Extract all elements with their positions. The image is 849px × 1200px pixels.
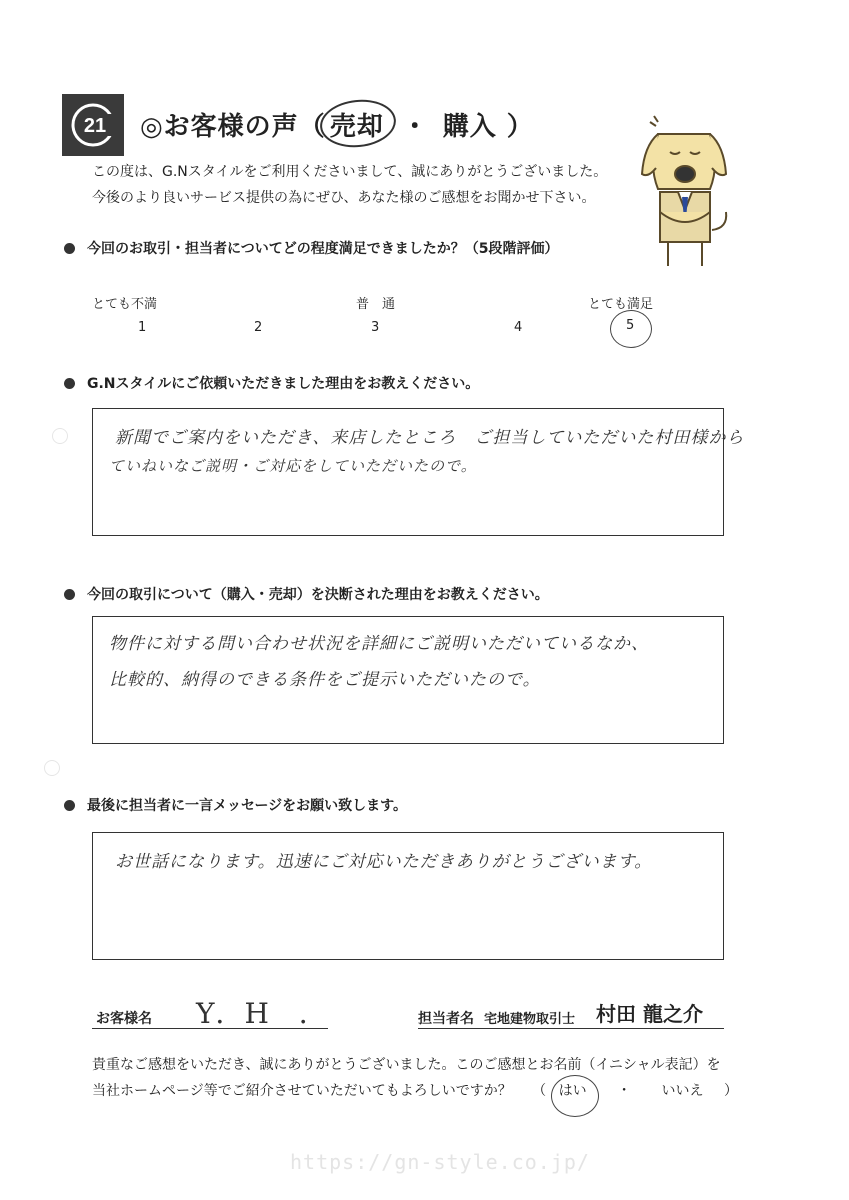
consent-no-option[interactable]: いいえ: [661, 1083, 704, 1099]
scale-3: 3: [371, 320, 380, 335]
title-option-buy: 購入: [442, 112, 497, 142]
answer-box-3: [92, 616, 724, 744]
staff-name-field: [418, 990, 724, 1030]
intro-line-1: この度は、G.Nスタイルをご利用くださいまして、誠にありがとうございました。: [92, 164, 608, 180]
consent-text: [92, 1052, 738, 1104]
scale-label-high: とても満足: [588, 297, 654, 312]
title-suffix: ）: [506, 112, 534, 142]
consent-line-2: [92, 1078, 738, 1104]
question-2-text: G.Nスタイルにご依頼いただきました理由をお教えください。: [87, 376, 480, 392]
staff-name-underline: [418, 1028, 724, 1029]
consent-yes-label: はい: [558, 1083, 587, 1099]
scale-1: 1: [138, 320, 147, 335]
website-watermark: https://gn-style.co.jp/: [290, 1150, 590, 1174]
consent-yes-option[interactable]: [559, 1083, 591, 1099]
customer-name-field: [92, 990, 328, 1030]
bullet-icon: [64, 800, 75, 811]
question-3-text: 今回の取引について（購入・売却）を決断された理由をお教えください。: [87, 587, 549, 603]
answer-3-line-1: 物件に対する問い合わせ状況を詳細にご説明いただいているなか、: [109, 634, 649, 654]
customer-name-value: Y．H ．: [196, 997, 328, 1030]
answer-2-line-1: 新聞でご案内をいただき、来店したところ ご担当していただいた村田様から: [115, 428, 745, 448]
question-2: [64, 373, 479, 393]
staff-title: 宅地建物取引士: [484, 1012, 576, 1027]
logo-text: 21: [83, 115, 107, 137]
question-3: [64, 584, 549, 604]
scale-2: 2: [254, 320, 263, 335]
consent-separator: ・: [617, 1083, 632, 1099]
scale-label-low: とても不満: [92, 297, 158, 312]
question-4: [64, 795, 407, 815]
intro-line-2: 今後のより良いサービス提供の為にぜひ、あなた様のご感想をお聞かせ下さい。: [92, 190, 596, 206]
title-option-sell-circled: 売却: [326, 106, 388, 143]
consent-open-paren: （: [532, 1083, 547, 1099]
answer-4-line-1: お世話になります。迅速にご対応いただきありがとうございます。: [115, 852, 653, 872]
dog-mascot-illustration: [620, 112, 740, 272]
bullet-icon: [64, 243, 75, 254]
consent-line-1: 貴重なご感想をいただき、誠にありがとうございました。このご感想とお名前（イニシャル表記）を: [92, 1057, 721, 1073]
page-title: [140, 106, 534, 143]
scale-4: 4: [514, 320, 523, 335]
answer-3-line-2: 比較的、納得のできる条件をご提示いただいたので。: [109, 670, 541, 690]
staff-name-label: 担当者名: [418, 1011, 474, 1027]
title-prefix: ◎お客様の声（: [140, 112, 326, 142]
question-1: [64, 238, 558, 258]
scale-5: 5: [626, 318, 635, 333]
answer-box-4: [92, 832, 724, 960]
customer-name-underline: [92, 1028, 328, 1029]
staff-name: 村田 龍之介: [596, 1002, 703, 1026]
answer-2-line-2: ていねいなご説明・ご対応をしていただいたので。: [109, 457, 477, 475]
question-1-text: 今回のお取引・担当者についてどの程度満足できましたか？（5段階評価）: [87, 241, 559, 257]
answer-box-2: [92, 408, 745, 536]
binder-hole-top: [52, 428, 68, 444]
customer-name-label: お客様名: [96, 1011, 152, 1027]
consent-selected-circle: [551, 1075, 599, 1117]
title-separator: ・: [401, 112, 429, 142]
consent-line-2-text: 当社ホームページ等でご紹介させていただいてもよろしいですか？: [92, 1083, 512, 1099]
consent-close-paren: ）: [723, 1083, 738, 1099]
binder-hole-bottom: [44, 760, 60, 776]
century21-logo: [62, 94, 124, 156]
bullet-icon: [64, 378, 75, 389]
bullet-icon: [64, 589, 75, 600]
question-4-text: 最後に担当者に一言メッセージをお願い致します。: [87, 798, 408, 814]
intro-text: [92, 159, 607, 211]
scale-label-mid: 普 通: [356, 297, 396, 312]
